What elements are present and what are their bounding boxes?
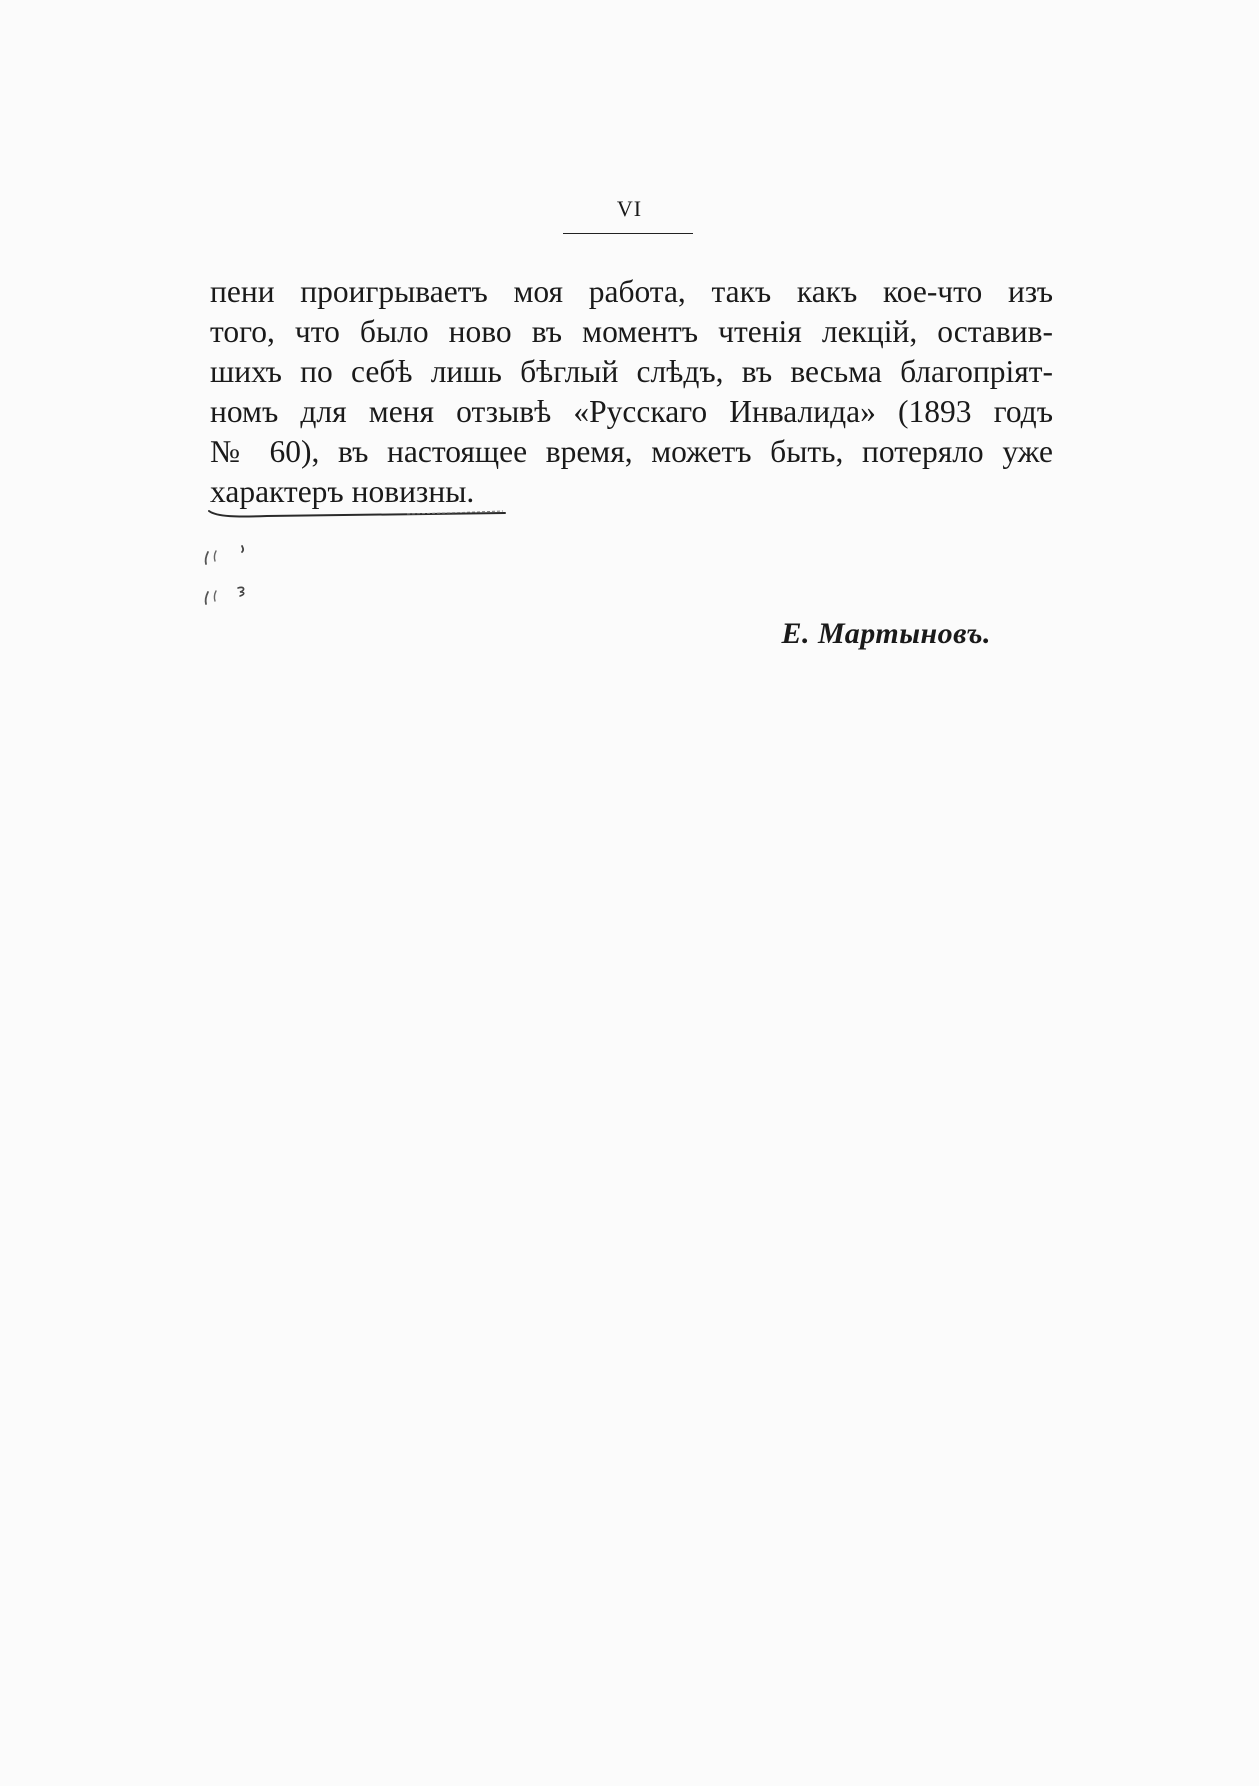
header-rule xyxy=(563,233,693,234)
pencil-underline-mark xyxy=(207,508,507,522)
page-number: VI xyxy=(616,196,643,221)
text-line: № 60), въ настоящее время, можетъ быть, потеряло уже xyxy=(210,434,1053,469)
text-line: шихъ по себѣ лишь бѣглый слѣдъ, въ весьма благопріят- xyxy=(210,354,1053,389)
text-line: номъ для меня отзывѣ «Русскаго Инвалида» (1893 годъ xyxy=(210,394,1053,429)
pencil-marks-upper xyxy=(200,540,260,570)
text-line: характеръ новизны. xyxy=(210,474,475,509)
text-line: того, что было ново въ моментъ чтенія лекцій, оставив- xyxy=(210,314,1053,349)
body-paragraph xyxy=(210,272,1053,512)
text-line: пени проигрываетъ моя работа, такъ какъ кое-что изъ xyxy=(210,274,1053,309)
author-signature: Е. Мартыновъ. xyxy=(781,617,991,650)
pencil-marks-lower xyxy=(200,580,260,610)
